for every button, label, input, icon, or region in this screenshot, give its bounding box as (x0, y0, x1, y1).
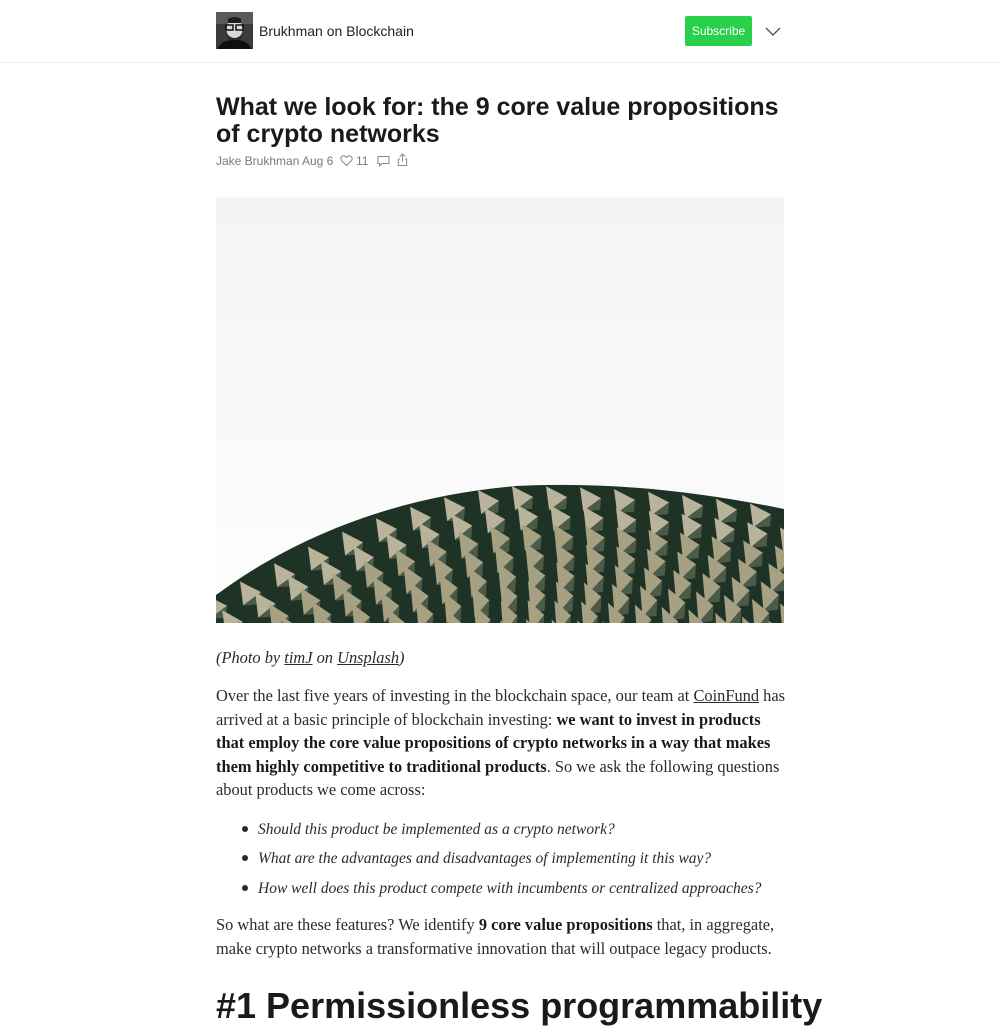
facade-spike-shadow (450, 625, 464, 643)
post-date: Aug 6 (302, 154, 334, 168)
facade-spike-shadow (787, 520, 805, 533)
section-heading: #1 Permissionless programmability (216, 985, 823, 1026)
paragraph-text: has arrived at a basic principle of blockchain investing: (216, 686, 785, 729)
facade-spike (784, 509, 805, 533)
list-item-text: What are the advantages and disadvantages of implementing it this way? (258, 850, 712, 868)
facade-spike-shadow (793, 599, 808, 616)
like-count: 11 (356, 154, 369, 168)
facade-spike (775, 545, 795, 572)
facade-spike-shadow (664, 622, 678, 640)
features-paragraph (216, 913, 786, 960)
publication-avatar[interactable] (216, 12, 253, 49)
question-list (216, 815, 786, 903)
list-item (216, 874, 786, 903)
paragraph-text: Over the last five years of investing in the blockchain space, our team at (216, 686, 694, 705)
facade-spike-shadow (285, 629, 301, 645)
heart-icon[interactable] (340, 154, 353, 167)
comment-icon[interactable] (377, 155, 390, 167)
photographer-link[interactable]: timJ (284, 648, 313, 667)
facade-spike-shadow (225, 622, 242, 636)
coinfund-link[interactable]: CoinFund (693, 686, 760, 705)
bullet-icon (242, 855, 248, 861)
list-item-text: How well does this product compete with incumbents or centralized approaches? (258, 879, 762, 897)
author-link[interactable]: Jake Brukhman (216, 154, 300, 168)
caption-text: (Photo by (216, 648, 285, 667)
facade-spike (796, 623, 813, 656)
caption-text: ) (399, 648, 405, 667)
bullet-icon (242, 826, 248, 832)
facade-spike-shadow (783, 539, 800, 553)
paragraph-text: . So we ask the following questions about products we come across: (216, 756, 780, 799)
paragraph-bold-text: we want to invest in products that employ the core value propositions of crypto networks in a way that makes them highly competitive to traditional products (216, 709, 771, 776)
facade-spike (780, 527, 800, 553)
architecture-photo (216, 197, 784, 623)
unsplash-link[interactable]: Unsplash (337, 648, 400, 667)
author-portrait (216, 12, 253, 49)
list-item-text: Should this product be implemented as a crypto network? (258, 821, 615, 838)
publication-name[interactable]: Brukhman on Blockchain (259, 23, 414, 39)
intro-paragraph (216, 684, 786, 802)
facade-spike-shadow (326, 629, 341, 646)
facade-spike-shadow (718, 628, 732, 646)
facade-spike-shadow (391, 623, 406, 640)
facade-spike (238, 621, 258, 648)
list-item (216, 844, 786, 873)
paragraph-bold-text: 9 core value propositions (478, 915, 653, 934)
list-item (216, 815, 786, 844)
facade-spike-shadow (691, 624, 705, 642)
facade-spike (780, 603, 797, 635)
photo-caption (216, 646, 786, 670)
facade-spike-shadow (798, 638, 812, 656)
paragraph-text: that, in aggregate, make crypto networks a transformative innovation that will outpace legacy products. (216, 915, 775, 958)
facade-spike (799, 566, 818, 595)
subscribe-button[interactable]: Subscribe (685, 16, 752, 46)
post-title: What we look for: the 9 core value propositions of crypto networks (216, 93, 779, 148)
paragraph-text: So what are these features? We identify (216, 915, 479, 934)
hero-image (216, 197, 784, 623)
caption-text: on (312, 648, 338, 667)
facade-spike-shadow (802, 579, 818, 595)
facade-spike (790, 585, 808, 615)
bullet-icon (242, 885, 248, 891)
facade-spike-shadow (783, 617, 798, 634)
chevron-down-icon[interactable] (764, 24, 782, 38)
share-icon[interactable] (397, 153, 408, 167)
top-bar (0, 0, 1000, 63)
